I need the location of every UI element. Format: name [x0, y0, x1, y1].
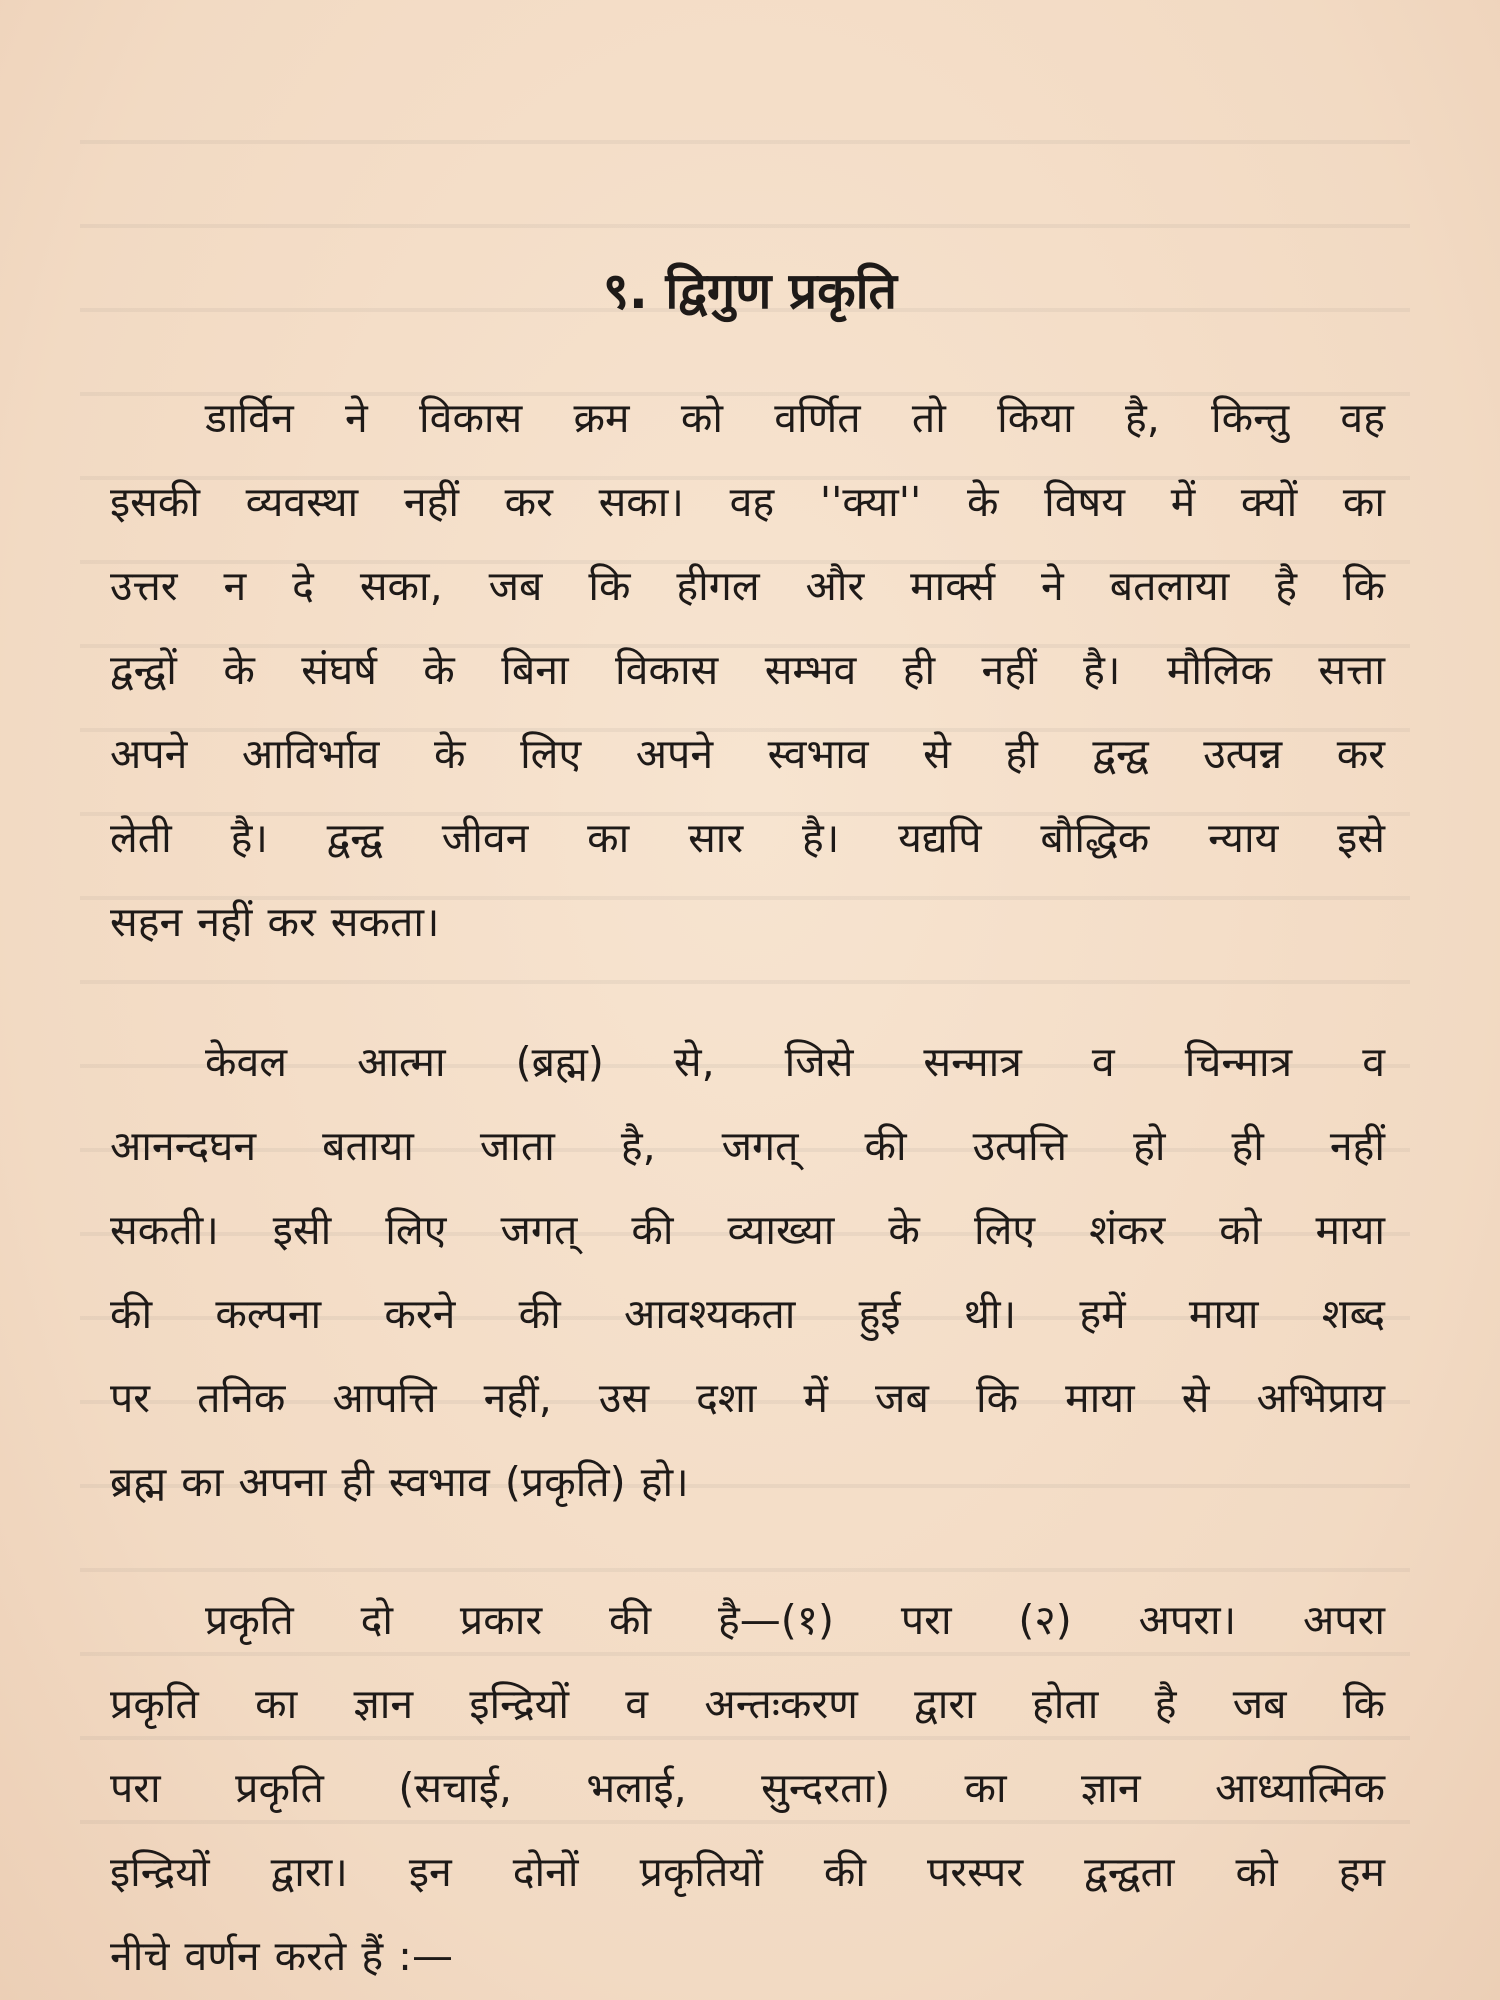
text-line: प्रकृति का ज्ञान इन्द्रियों व अन्तःकरण द्वारा होता है जब कि: [110, 1680, 1385, 1728]
text-line: ब्रह्म का अपना ही स्वभाव (प्रकृति) हो।: [110, 1458, 689, 1506]
text-line: उत्तर न दे सका, जब कि हीगल और मार्क्स ने बतलाया है कि: [110, 562, 1385, 610]
text-line: लेती है। द्वन्द्व जीवन का सार है। यद्यपि बौद्धिक न्याय इसे: [110, 814, 1385, 862]
text-line: सहन नहीं कर सकता।: [110, 898, 440, 946]
text-line: आनन्दघन बताया जाता है, जगत् की उत्पत्ति हो ही नहीं: [110, 1122, 1385, 1170]
text-line: डार्विन ने विकास क्रम को वर्णित तो किया है, किन्तु वह: [205, 394, 1385, 442]
text-line: अपने आविर्भाव के लिए अपने स्वभाव से ही द्वन्द्व उत्पन्न कर: [110, 730, 1385, 778]
text-line: इसकी व्यवस्था नहीं कर सका। वह ''क्या'' के विषय में क्यों का: [110, 478, 1385, 526]
text-line: इन्द्रियों द्वारा। इन दोनों प्रकृतियों की परस्पर द्वन्द्वता को हम: [110, 1848, 1385, 1896]
text-line: सकती। इसी लिए जगत् की व्याख्या के लिए शंकर को माया: [110, 1206, 1385, 1254]
text-line: की कल्पना करने की आवश्यकता हुई थी। हमें माया शब्द: [110, 1290, 1385, 1338]
text-line: केवल आत्मा (ब्रह्म) से, जिसे सन्मात्र व चिन्मात्र व: [205, 1038, 1385, 1086]
text-line: पर तनिक आपत्ति नहीं, उस दशा में जब कि माया से अभिप्राय: [110, 1374, 1385, 1422]
text-line: परा प्रकृति (सचाई, भलाई, सुन्दरता) का ज्ञान आध्यात्मिक: [110, 1764, 1385, 1812]
text-line: प्रकृति दो प्रकार की है—(१) परा (२) अपरा। अपरा: [205, 1596, 1385, 1644]
text-line: नीचे वर्णन करते हैं :—: [110, 1932, 453, 1980]
text-line: द्वन्द्वों के संघर्ष के बिना विकास सम्भव ही नहीं है। मौलिक सत्ता: [110, 646, 1385, 694]
chapter-title: ९. द्विगुण प्रकृति: [602, 262, 898, 320]
